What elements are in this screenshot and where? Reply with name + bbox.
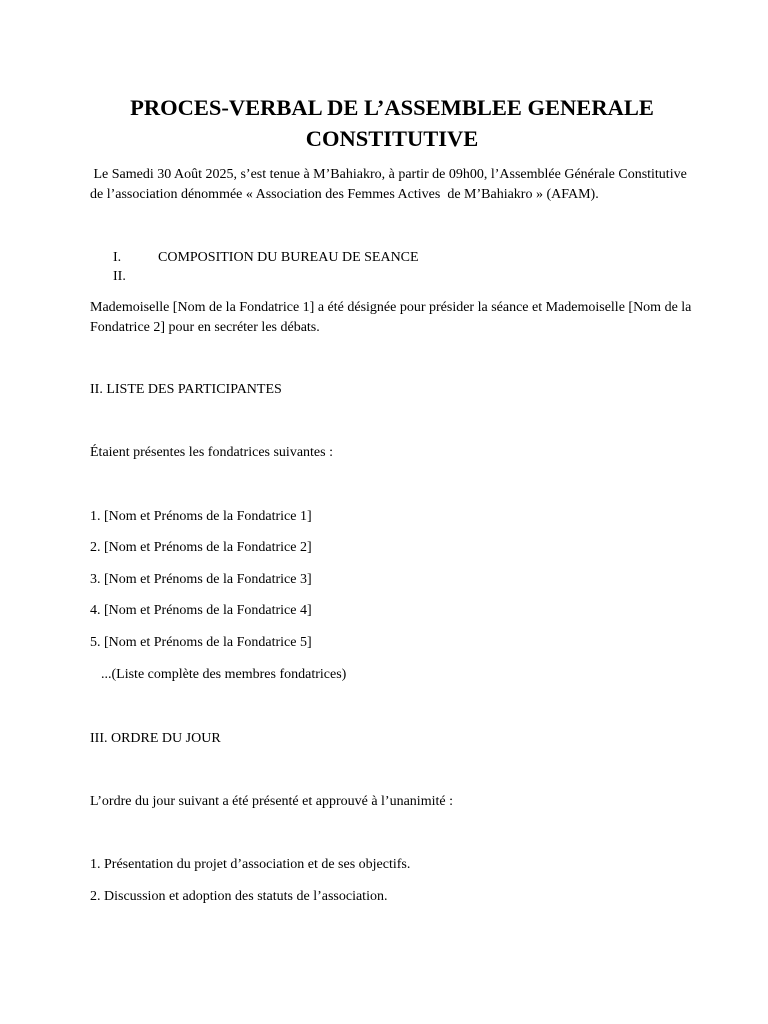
document-title: [90, 92, 694, 154]
agenda-item: 2. Discussion et adoption des statuts de l’association.: [90, 889, 388, 904]
participant-item: 2. [Nom et Prénoms de la Fondatrice 2]: [90, 540, 312, 555]
roman-list-item: [113, 267, 158, 287]
title-line-1: PROCES-VERBAL DE L’ASSEMBLEE GENERALE: [130, 95, 654, 120]
participant-item: 1. [Nom et Prénoms de la Fondatrice 1]: [90, 509, 312, 524]
agenda-intro: L’ordre du jour suivant a été présenté et approuvé à l’unanimité :: [90, 794, 453, 809]
intro-paragraph: Le Samedi 30 Août 2025, s’est tenue à M’Bahiakro, à partir de 09h00, l’Assemblée Générale Constitutive de l’association dénommée « Association des Femmes Actives de M’Bahiakro » (AFAM).: [90, 167, 691, 202]
section-heading: II. LISTE DES PARTICIPANTES: [90, 382, 282, 397]
roman-numeral: I.: [113, 250, 122, 265]
roman-numeral: II.: [113, 269, 126, 284]
section-heading: III. ORDRE DU JOUR: [90, 731, 221, 746]
title-line-2: CONSTITUTIVE: [305, 126, 479, 151]
participant-item: 3. [Nom et Prénoms de la Fondatrice 3]: [90, 572, 312, 587]
participants-more-note: ...(Liste complète des membres fondatrices): [101, 667, 347, 682]
roman-list-item: [113, 248, 419, 268]
participants-intro: Étaient présentes les fondatrices suivantes :: [90, 445, 333, 460]
participant-item: 4. [Nom et Prénoms de la Fondatrice 4]: [90, 603, 312, 618]
agenda-item: 1. Présentation du projet d’association et de ses objectifs.: [90, 857, 411, 872]
presidency-paragraph: Mademoiselle [Nom de la Fondatrice 1] a été désignée pour présider la séance et Mademoiselle [Nom de la Fondatrice 2] pour en secréter les débats.: [90, 300, 692, 335]
roman-item-text: COMPOSITION DU BUREAU DE SEANCE: [158, 250, 419, 265]
participant-item: 5. [Nom et Prénoms de la Fondatrice 5]: [90, 635, 312, 650]
